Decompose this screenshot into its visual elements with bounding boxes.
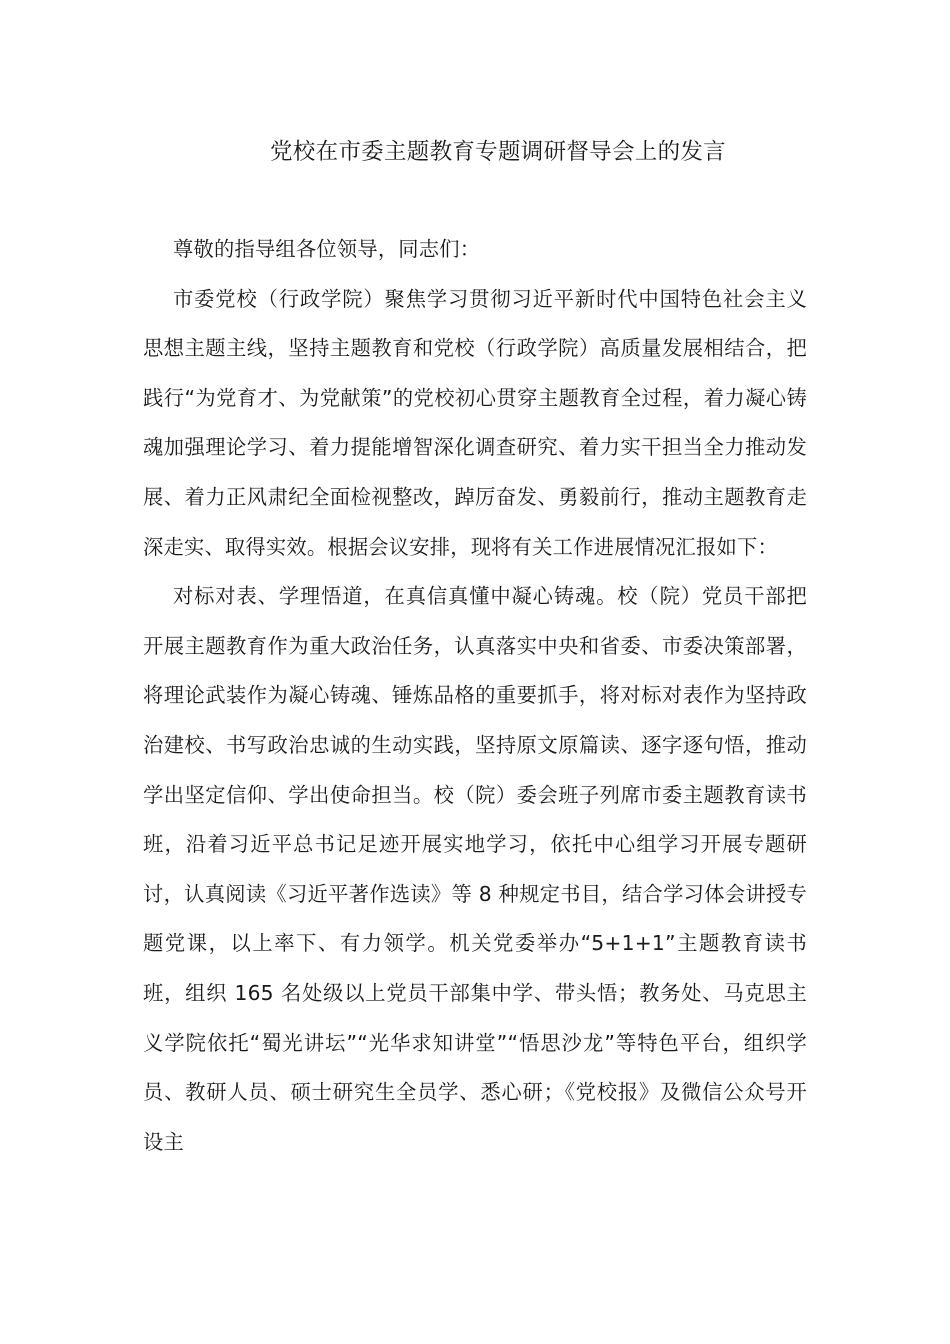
salutation: 尊敬的指导组各位领导，同志们： [173, 237, 481, 261]
paragraph-intro: 市委党校（行政学院）聚焦学习贯彻习近平新时代中国特色社会主义思想主题主线，坚持主题教育和党校（行政学院）高质量发展相结合，把践行“为党育才、为党献策”的党校初心贯穿主题教育全过程，着力凝心铸魂加强理论学习、着力提能增智深化调查研究、着力实干担当全力推动发展、着力正风肃纪全面检视整改，踔厉奋发、勇毅前行，推动主题教育走深走实、取得实效。根据会议安排，现将有关工作进展情况汇报如下： [143, 286, 807, 559]
document-body [143, 225, 807, 1167]
document-title: 党校在市委主题教育专题调研督导会上的发言 [269, 139, 726, 165]
paragraph-study: 对标对表、学理悟道，在真信真懂中凝心铸魂。校（院）党员干部把开展主题教育作为重大政治任务，认真落实中央和省委、市委决策部署，将理论武装作为凝心铸魂、锤炼品格的重要抓手，将对标对表作为坚持政治建校、书写政治忠诚的生动实践，坚持原文原篇读、逐字逐句悟，推动学出坚定信仰、学出使命担当。校（院）委会班子列席市委主题教育读书班，沿着习近平总书记足迹开展实地学习，依托中心组学习开展专题研讨，认真阅读《习近平著作选读》等 8 种规定书目，结合学习体会讲授专题党课，以上率下、有力领学。机关党委举办“5+1+1”主题教育读书班，组织 165 名处级以上党员干部集中学、带头悟；教务处、马克思主义学院依托“蜀光讲坛”“光华求知讲堂”“悟思沙龙”等特色平台，组织学员、教研人员、硕士研究生全员学、悉心研；《党校报》及微信公众号开设主 [143, 584, 807, 1154]
